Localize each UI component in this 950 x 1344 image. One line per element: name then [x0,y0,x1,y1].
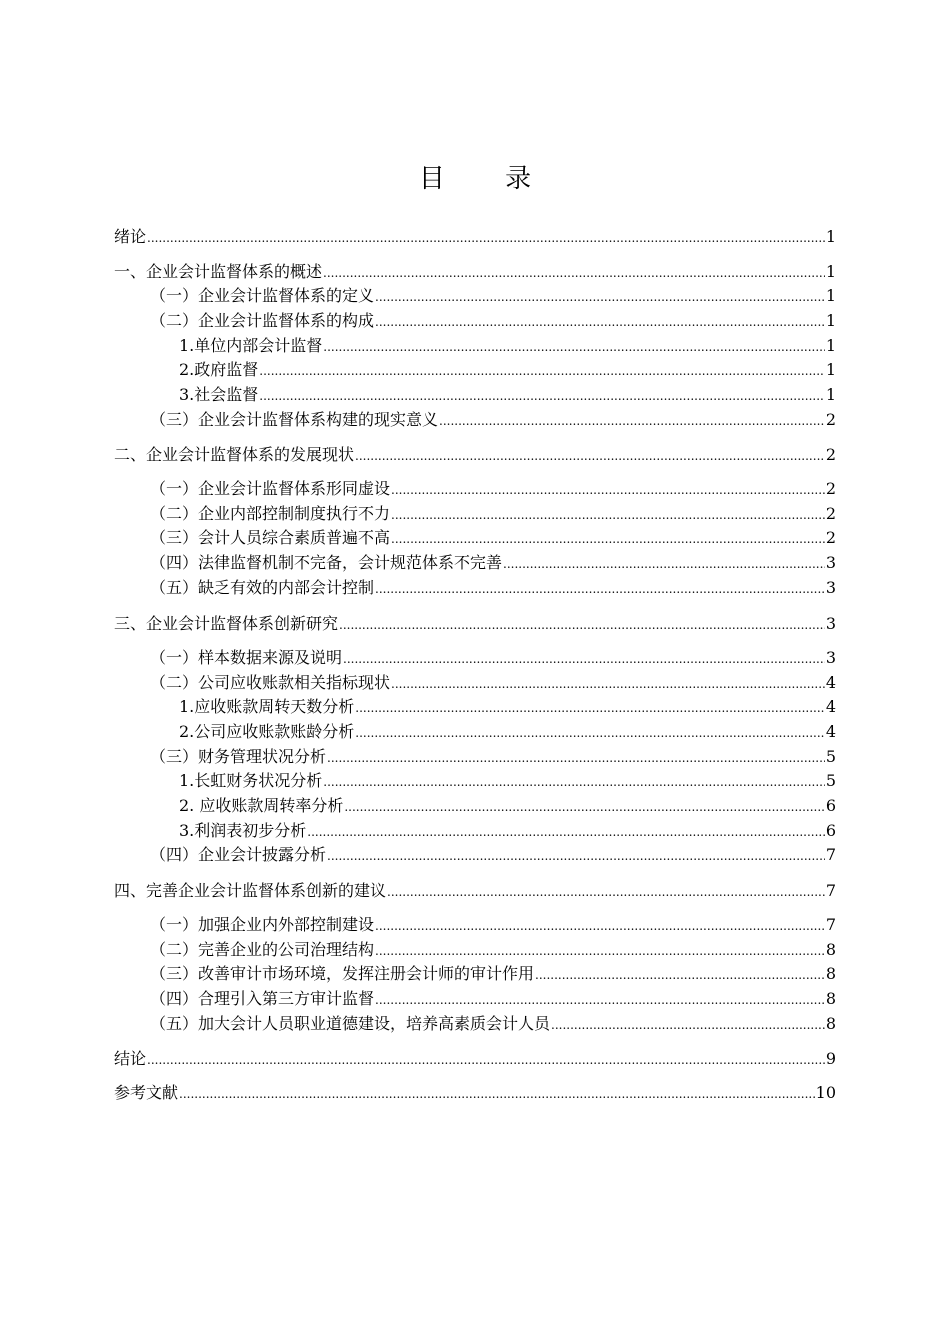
toc-entry-text: （二）企业内部控制制度执行不力 [150,504,391,523]
toc-title: 目 录 [418,164,558,194]
toc-entry-text: （五）缺乏有效的内部会计控制 [150,578,375,597]
toc-entry-page: 10 [815,1083,836,1102]
toc-entry-page: 2 [825,479,836,498]
leader-dots [307,821,825,842]
toc-entry-text: （三）企业会计监督体系构建的现实意义 [150,410,439,429]
leader-dots [375,989,825,1010]
leader-dots [323,262,825,283]
toc-entry-page: 4 [825,673,836,692]
toc-entry-page: 4 [825,722,836,741]
toc-entry-text: 一、企业会计监督体系的概述 [114,262,323,281]
toc-entry-text: （三）会计人员综合素质普遍不高 [150,528,391,547]
toc-entry-subsection-1-2-2[interactable] [179,360,836,380]
leader-dots [375,915,825,936]
leader-dots [355,722,825,743]
leader-dots [259,385,825,406]
leader-dots [391,528,825,549]
toc-entry-subsection-3-2-2[interactable] [179,722,836,742]
leader-dots [327,747,825,768]
toc-entry-page: 2 [825,504,836,523]
toc-entry-text: （四）企业会计披露分析 [150,845,327,864]
toc-entry-text: 绪论 [114,227,147,246]
toc-entry-page: 4 [825,697,836,716]
toc-entry-page: 1 [825,360,836,379]
toc-entry-page: 1 [825,311,836,330]
toc-entry-chapter-1[interactable] [114,262,836,282]
toc-entry-text: （三）财务管理状况分析 [150,747,327,766]
toc-entry-text: 1.长虹财务状况分析 [179,771,323,790]
toc-entry-section-4-2[interactable] [150,940,836,960]
toc-entry-page: 1 [825,262,836,281]
toc-entry-introduction[interactable] [114,227,836,247]
leader-dots [323,336,825,357]
toc-entry-text: （四）法律监督机制不完备，会计规范体系不完善 [150,553,503,572]
toc-entry-page: 2 [825,445,836,464]
toc-entry-page: 7 [825,881,836,900]
toc-entry-page: 8 [825,940,836,959]
toc-entry-text: 二、企业会计监督体系的发展现状 [114,445,355,464]
toc-entry-page: 9 [825,1049,836,1068]
toc-entry-subsection-1-2-3[interactable] [179,385,836,405]
leader-dots [503,553,825,574]
toc-entry-page: 3 [825,578,836,597]
toc-entry-section-3-4[interactable] [150,845,836,865]
leader-dots [387,881,825,902]
leader-dots [391,673,825,694]
toc-entry-text: （三）改善审计市场环境，发挥注册会计师的审计作用 [150,964,535,983]
toc-entry-text: （二）企业会计监督体系的构成 [150,311,375,330]
toc-entry-section-1-1[interactable] [150,286,836,306]
toc-entry-text: 1.应收账款周转天数分析 [179,697,355,716]
toc-entry-section-3-2[interactable] [150,673,836,693]
toc-entry-text: 三、企业会计监督体系创新研究 [114,614,339,633]
toc-entry-section-3-3[interactable] [150,747,836,767]
leader-dots [344,796,824,817]
toc-entry-page: 5 [825,771,836,790]
toc-entry-page: 1 [825,336,836,355]
leader-dots [355,697,825,718]
toc-entry-section-3-1[interactable] [150,648,836,668]
leader-dots [535,964,825,985]
leader-dots [355,445,825,466]
toc-entry-text: （二）完善企业的公司治理结构 [150,940,375,959]
toc-entry-chapter-3[interactable] [114,614,836,634]
toc-entry-text: 2. 应收账款周转率分析 [179,796,344,815]
toc-entry-page: 3 [825,648,836,667]
toc-entry-text: 2.政府监督 [179,360,259,379]
toc-entry-section-2-3[interactable] [150,528,836,548]
toc-entry-subsection-3-2-1[interactable] [179,697,836,717]
toc-entry-page: 1 [825,286,836,305]
leader-dots [339,614,825,635]
leader-dots [179,1083,815,1104]
toc-entry-subsection-1-2-1[interactable] [179,336,836,356]
toc-entry-text: 3.利润表初步分析 [179,821,307,840]
leader-dots [343,648,825,669]
toc-entry-section-2-1[interactable] [150,479,836,499]
leader-dots [323,771,825,792]
toc-entry-conclusion[interactable] [114,1049,836,1069]
toc-entry-section-4-5[interactable] [150,1014,836,1034]
toc-entry-text: （一）加强企业内外部控制建设 [150,915,375,934]
toc-entry-page: 5 [825,747,836,766]
leader-dots [375,578,825,599]
toc-entry-text: （一）企业会计监督体系形同虚设 [150,479,391,498]
toc-entry-section-4-4[interactable] [150,989,836,1009]
toc-entry-text: （四）合理引入第三方审计监督 [150,989,375,1008]
toc-entry-text: 四、完善企业会计监督体系创新的建议 [114,881,387,900]
toc-entry-page: 7 [825,915,836,934]
leader-dots [147,227,825,248]
toc-entry-page: 2 [825,528,836,547]
toc-entry-text: 1.单位内部会计监督 [179,336,323,355]
toc-entry-text: 2.公司应收账款账龄分析 [179,722,355,741]
toc-entry-subsection-3-3-1[interactable] [179,771,836,791]
leader-dots [375,940,825,961]
toc-entry-page: 8 [825,964,836,983]
leader-dots [259,360,825,381]
toc-entry-subsection-3-3-2[interactable] [179,796,836,816]
toc-entry-subsection-3-3-3[interactable] [179,821,836,841]
toc-entry-references[interactable] [114,1083,836,1103]
toc-entry-page: 2 [825,410,836,429]
leader-dots [327,845,825,866]
leader-dots [439,410,825,431]
toc-entry-text: （一）样本数据来源及说明 [150,648,343,667]
toc-entry-section-4-1[interactable] [150,915,836,935]
leader-dots [391,479,825,500]
leader-dots [391,504,825,525]
leader-dots [375,311,825,332]
toc-entry-page: 3 [825,614,836,633]
toc-entry-page: 6 [825,821,836,840]
toc-entry-text: 结论 [114,1049,147,1068]
toc-entry-page: 6 [825,796,836,815]
leader-dots [147,1049,825,1070]
leader-dots [551,1014,825,1035]
toc-entry-page: 1 [825,227,836,246]
toc-entry-section-1-3[interactable] [150,410,836,430]
toc-entry-text: （五）加大会计人员职业道德建设，培养高素质会计人员 [150,1014,551,1033]
toc-entry-text: 参考文献 [114,1083,179,1102]
toc-entry-text: （二）公司应收账款相关指标现状 [150,673,391,692]
toc-entry-page: 3 [825,553,836,572]
toc-entry-section-1-2[interactable] [150,311,836,331]
leader-dots [375,286,825,307]
toc-entry-section-4-3[interactable] [150,964,836,984]
toc-entry-chapter-2[interactable] [114,445,836,465]
toc-entry-page: 7 [825,845,836,864]
toc-entry-text: 3.社会监督 [179,385,259,404]
toc-entry-page: 8 [825,1014,836,1033]
toc-entry-section-2-4[interactable] [150,553,836,573]
toc-entry-text: （一）企业会计监督体系的定义 [150,286,375,305]
toc-entry-page: 8 [825,989,836,1008]
toc-entry-section-2-5[interactable] [150,578,836,598]
toc-entry-chapter-4[interactable] [114,881,836,901]
toc-entry-section-2-2[interactable] [150,504,836,524]
toc-entry-page: 1 [825,385,836,404]
